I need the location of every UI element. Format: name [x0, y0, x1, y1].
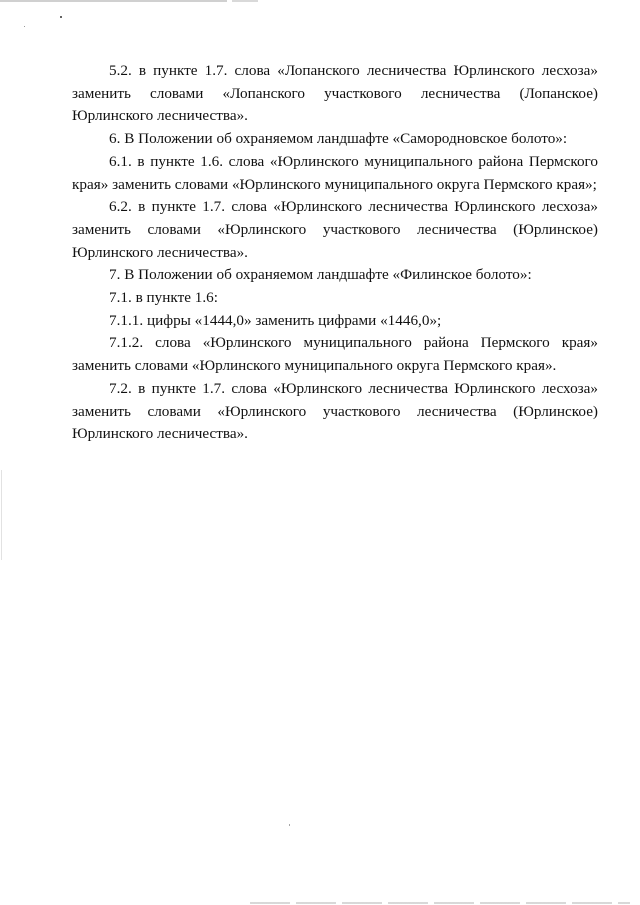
scan-speck [24, 26, 25, 27]
scan-speck [60, 16, 62, 18]
paragraph-5-2: 5.2. в пункте 1.7. слова «Лопанского лесничества Юрлинского лесхоза» заменить словами «Лопанского участкового лесничества (Лопанское) Юрлинского лесничества». [72, 62, 598, 125]
paragraph-6-2: 6.2. в пункте 1.7. слова «Юрлинского лесничества Юрлинского лесхоза» заменить словами «Юрлинского участкового лесничества (Юрлинское) Юрлинского лесничества». [72, 198, 598, 261]
paragraph-7-2: 7.2. в пункте 1.7. слова «Юрлинского лесничества Юрлинского лесхоза» заменить словами «Юрлинского участкового лесничества (Юрлинское) Юрлинского лесничества». [72, 379, 598, 443]
scan-speck [289, 824, 290, 826]
scan-artifact-left [1, 470, 2, 560]
scan-artifact-top [0, 0, 258, 2]
paragraph-6-1: 6.1. в пункте 1.6. слова «Юрлинского муниципального района Пермского края» заменить словами «Юрлинского муниципального округа Пермского края»; [72, 152, 598, 193]
paragraph-7-1-2: 7.1.2. слова «Юрлинского муниципального района Пермского края» заменить словами «Юрлинского муниципального округа Пермского края». [72, 334, 598, 375]
paragraph-7: 7. В Положении об охраняемом ландшафте «Филинское болото»: [109, 266, 532, 284]
paragraph-7-1: 7.1. в пункте 1.6: [109, 289, 218, 307]
paragraph-6: 6. В Положении об охраняемом ландшафте «Самородновское болото»: [109, 130, 568, 148]
paragraph-7-1-1: 7.1.1. цифры «1444,0» заменить цифрами «1446,0»; [109, 311, 442, 329]
document-body [72, 60, 598, 446]
scan-artifact-bottom [250, 902, 630, 904]
